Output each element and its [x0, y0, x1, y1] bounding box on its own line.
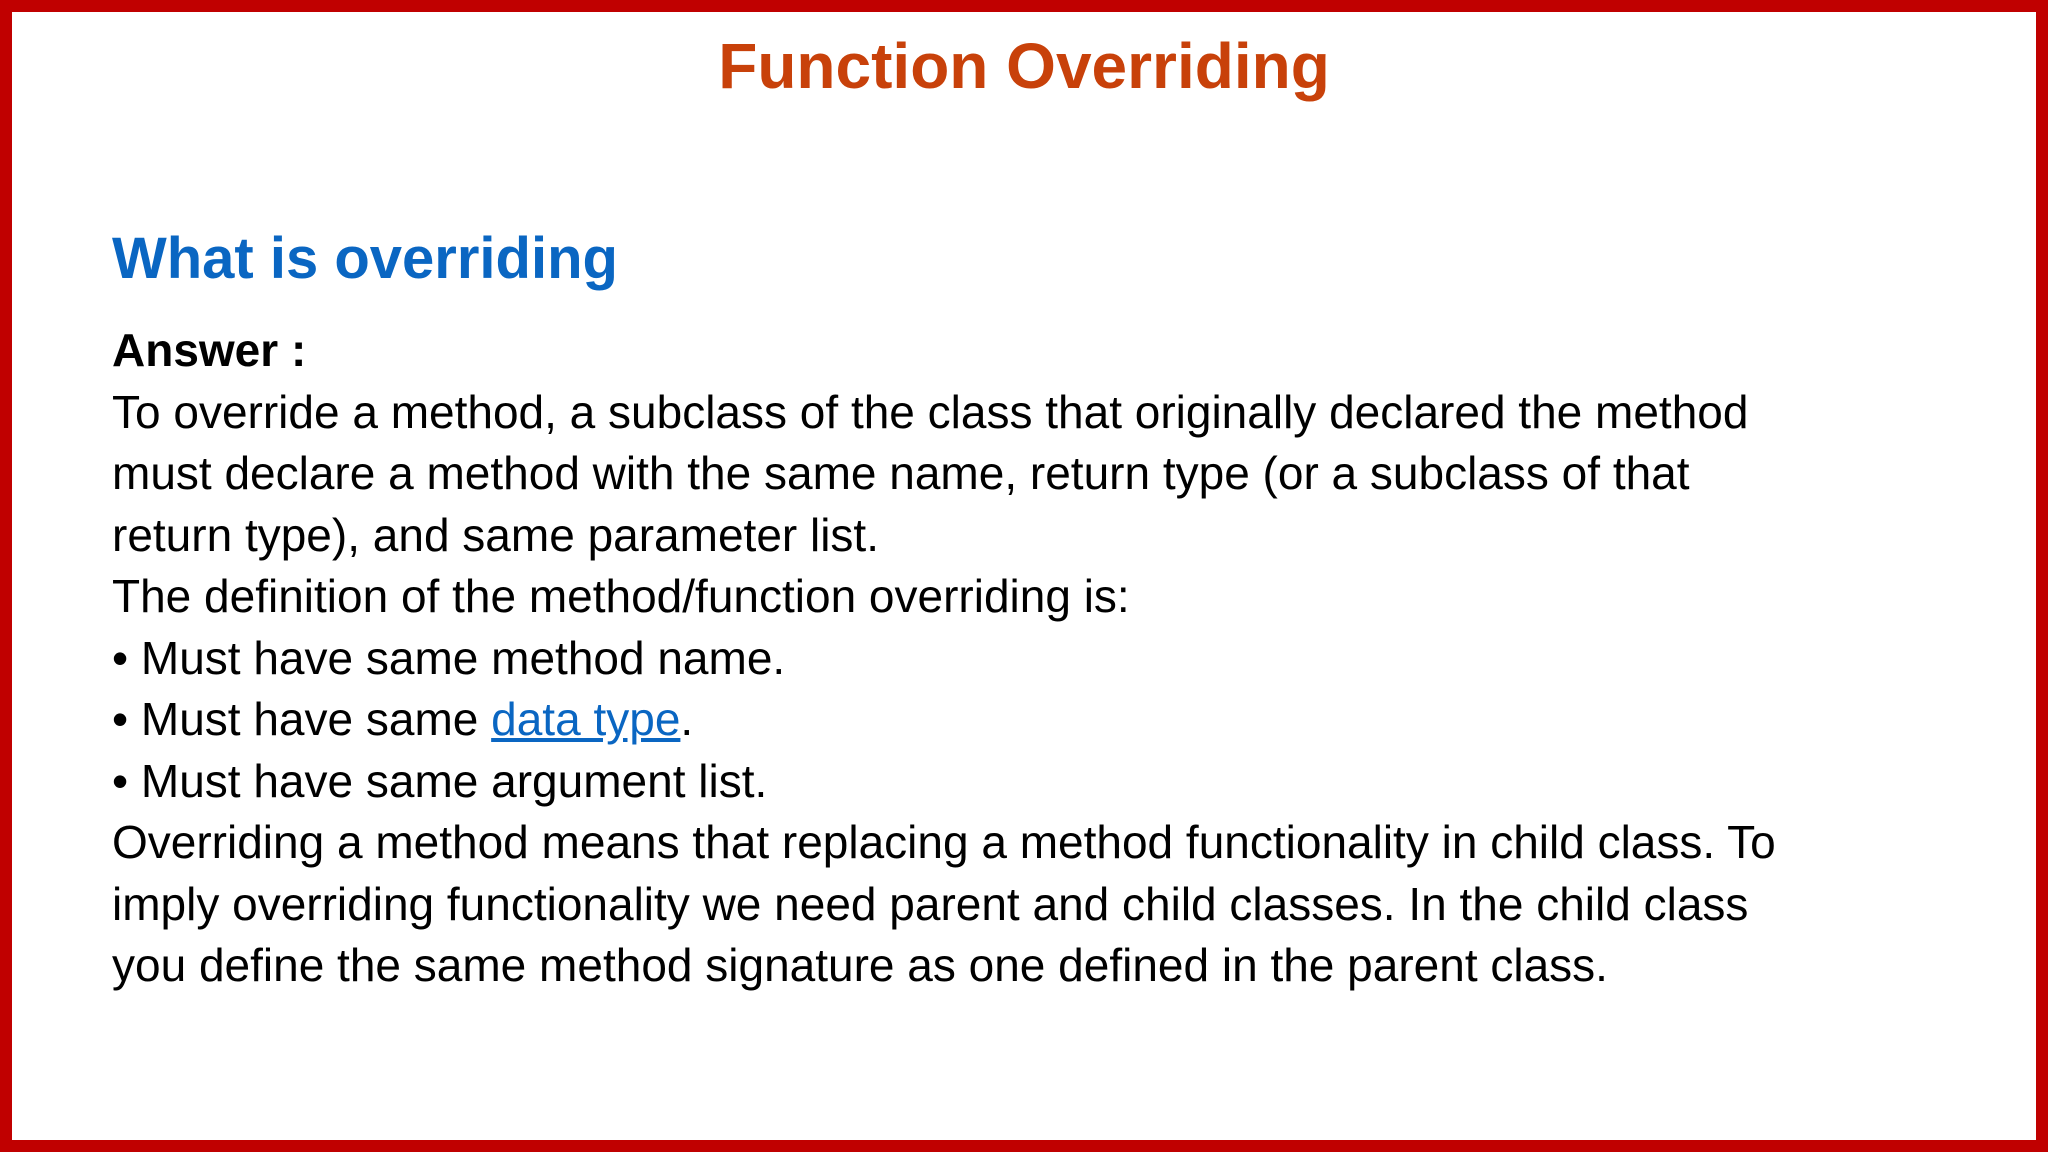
paragraph1-line-2: must declare a method with the same name, return type (or a subclass of that — [112, 447, 1690, 499]
bullet-data-type — [112, 689, 2012, 751]
slide-title: Function Overriding — [718, 30, 1330, 102]
answer-body — [112, 320, 2012, 997]
bullet-method-name: • Must have same method name. — [112, 631, 786, 684]
answer-label: Answer : — [112, 324, 307, 376]
paragraph1-line-3: return type), and same parameter list. — [112, 508, 879, 561]
paragraph2-line-3: you define the same method signature as one defined in the parent class. — [112, 939, 1608, 991]
paragraph1-line-1: To override a method, a subclass of the class that originally declared the method — [112, 385, 1749, 438]
bullet-data-type-suffix: . — [680, 693, 694, 745]
definition-intro: The definition of the method/function overriding is: — [112, 570, 1130, 622]
paragraph2-line-1: Overriding a method means that replacing a method functionality in child class. To — [112, 816, 1776, 868]
data-type-link[interactable]: data type — [491, 693, 681, 745]
paragraph2-line-2: imply overriding functionality we need parent and child classes. In the child class — [112, 877, 1749, 930]
bullet-argument-list: • Must have same argument list. — [112, 754, 768, 807]
question-heading: What is overriding — [112, 226, 618, 291]
bullet-data-type-prefix: • Must have same — [112, 693, 492, 745]
